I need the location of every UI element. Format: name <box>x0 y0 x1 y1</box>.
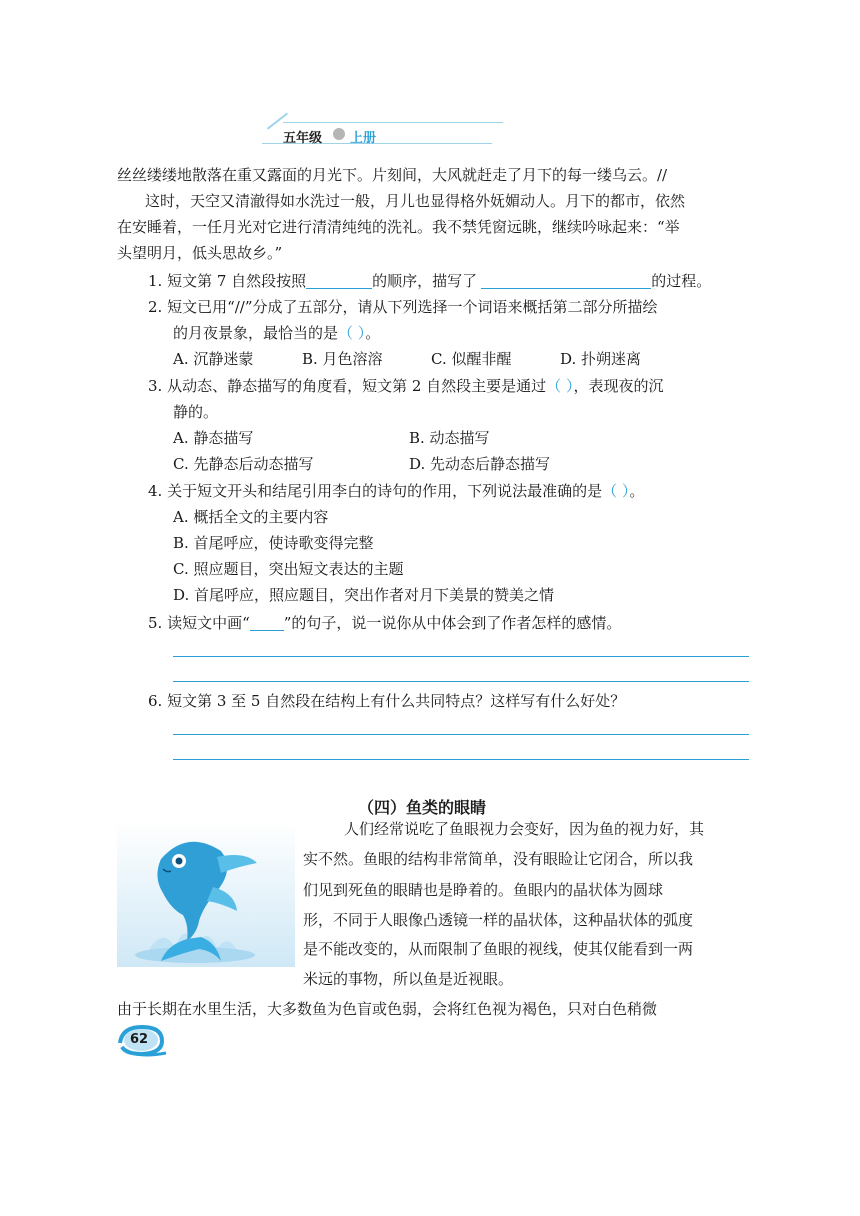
page-number-badge <box>112 1023 176 1059</box>
fish-illustration <box>117 821 295 967</box>
section-line: 实不然。鱼眼的结构非常简单，没有眼睑让它闭合，所以我 <box>303 850 694 868</box>
q2-answer-paren[interactable]: （ ） <box>338 324 366 342</box>
q3-option: A. 静态描写 <box>173 429 254 447</box>
section-line: 们见到死鱼的眼睛也是睁着的。鱼眼内的晶状体为圆球 <box>303 881 664 899</box>
question-6: 6. 短文第 3 至 5 自然段在结构上有什么共同特点？这样写有什么好处？ <box>148 692 626 710</box>
q1-text: 的顺序，描写了 <box>372 272 478 290</box>
q1-text: 1. 短文第 7 自然段按照 <box>148 272 307 290</box>
section-line: 是不能改变的，从而限制了鱼眼的视线，使其仅能看到一两 <box>303 940 694 958</box>
header-top-line <box>283 122 503 123</box>
q4-option: D. 首尾呼应，照应题目，突出作者对月下美景的赞美之情 <box>173 586 555 604</box>
header-dot-icon <box>333 128 345 140</box>
q3-text: 3. 从动态、静态描写的角度看，短文第 2 自然段主要是通过 <box>148 377 547 395</box>
question-4-line1 <box>148 484 644 499</box>
q2-option: C. 似醒非醒 <box>431 350 512 368</box>
q4-answer-paren[interactable]: （ ） <box>602 482 630 500</box>
q4-option: B. 首尾呼应，使诗歌变得完整 <box>173 534 374 552</box>
q3-option: B. 动态描写 <box>409 429 490 447</box>
section-line: 形，不同于人眼像凸透镜一样的晶状体，这种晶状体的弧度 <box>303 911 694 929</box>
fish-icon <box>117 821 295 967</box>
question-5 <box>148 615 621 631</box>
q2-text: 。 <box>365 324 381 342</box>
section-line: 由于长期在水里生活，大多数鱼为色盲或色弱，会将红色视为褐色，只对白色稍微 <box>117 1000 658 1018</box>
question-2-line1: 2. 短文已用“//”分成了五部分，请从下列选择一个词语来概括第二部分所描绘 <box>148 298 658 316</box>
q2-text: 的月夜景象，最恰当的是 <box>173 324 339 342</box>
question-3-line2: 静的。 <box>173 403 219 421</box>
section-line: 人们经常说吃了鱼眼视力会变好，因为鱼的视力好，其 <box>344 820 705 838</box>
q2-option: B. 月色溶溶 <box>302 350 383 368</box>
q4-text: 4. 关于短文开头和结尾引用李白的诗句的作用，下列说法最准确的是 <box>148 482 603 500</box>
passage-line: 丝丝缕缕地散落在重又露面的月光下。片刻间，大风就赶走了月下的每一缕乌云。// <box>117 166 668 184</box>
question-1 <box>148 273 711 289</box>
q3-text: ，表现夜的沉 <box>573 377 664 395</box>
passage-line: 这时，天空又清澈得如水洗过一般，月儿也显得格外妩媚动人。月下的都市，依然 <box>145 192 686 210</box>
q2-option: A. 沉静迷蒙 <box>173 350 254 368</box>
q2-option: D. 扑朔迷离 <box>560 350 642 368</box>
q6-answer-line[interactable] <box>173 759 749 760</box>
passage-line: 在安睡着，一任月光对它进行清清纯纯的洗礼。我不禁凭窗远眺，继续吟咏起来：“举 <box>117 218 680 236</box>
q5-underline-mark <box>250 615 284 631</box>
q1-blank-process[interactable] <box>481 273 651 289</box>
q4-text: 。 <box>629 482 645 500</box>
q4-option: C. 照应题目，突出短文表达的主题 <box>173 560 404 578</box>
section-line: 米远的事物，所以鱼是近视眼。 <box>303 970 514 988</box>
q5-text: 5. 读短文中画“ <box>148 614 250 632</box>
page-number: 62 <box>130 1032 149 1047</box>
header-grade: 五年级 <box>283 131 323 146</box>
q5-answer-line[interactable] <box>173 681 749 682</box>
q3-option: C. 先静态后动态描写 <box>173 455 314 473</box>
question-2-line2 <box>173 326 380 341</box>
header-volume: 上册 <box>350 131 377 146</box>
q1-text: 的过程。 <box>651 272 712 290</box>
passage-line: 头望明月，低头思故乡。” <box>117 244 283 262</box>
q1-blank-order[interactable] <box>306 273 372 289</box>
question-3-line1 <box>148 379 663 394</box>
q3-answer-paren[interactable]: （ ） <box>546 377 574 395</box>
q5-answer-line[interactable] <box>173 656 749 657</box>
section-title: （四）鱼类的眼睛 <box>358 798 487 817</box>
q5-text: ”的句子，说一说你从中体会到了作者怎样的感情。 <box>283 614 622 632</box>
q4-option: A. 概括全文的主要内容 <box>173 508 329 526</box>
q6-answer-line[interactable] <box>173 734 749 735</box>
q3-option: D. 先动态后静态描写 <box>409 455 551 473</box>
